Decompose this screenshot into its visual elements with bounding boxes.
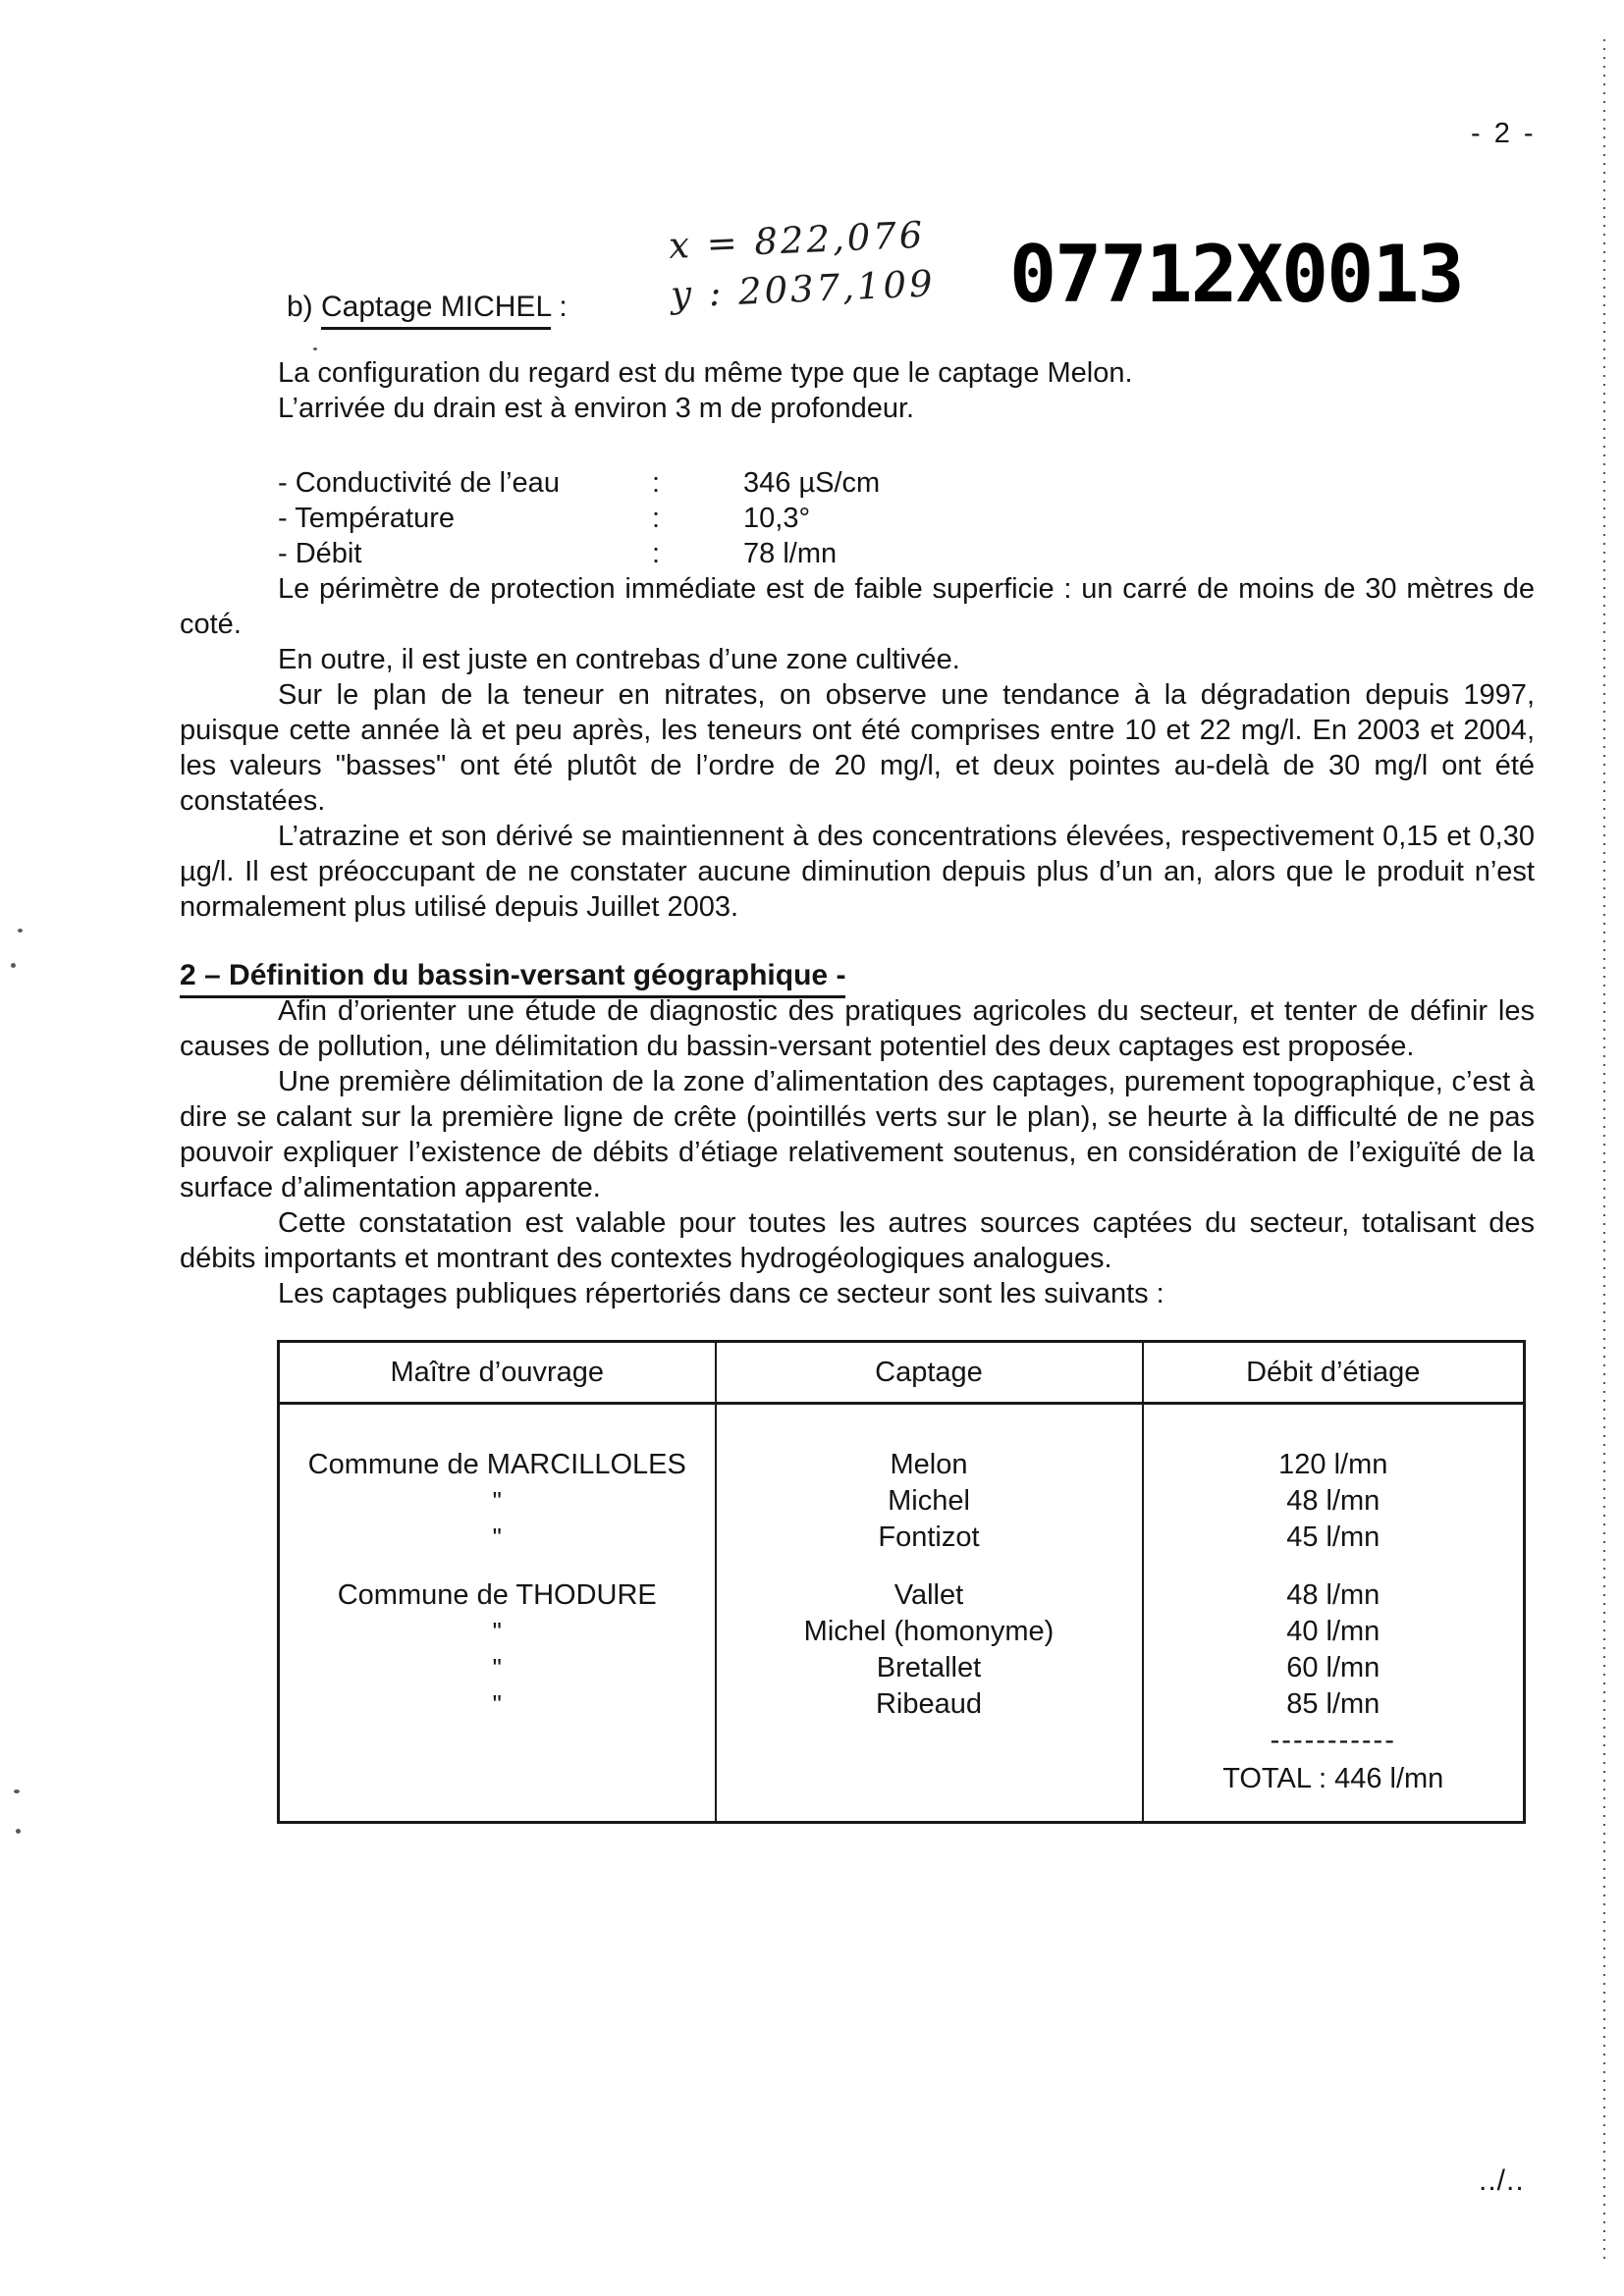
owner-ditto-mark: " [492, 1522, 502, 1552]
debit-cell: 85 l/mn [1143, 1686, 1525, 1723]
scan-edge-dotted-line [1603, 39, 1605, 2263]
scan-artifact [16, 1829, 21, 1834]
section-b-heading [287, 291, 568, 324]
paragraph-nitrates: Sur le plan de la teneur en nitrates, on observe une tendance à la dégradation depuis 1997, puisque cette année là et peu après, les teneurs ont été comprises entre 10 et 22 mg/l. En 2003 et 2004, les valeurs "basses" ont été plutôt de l’ordre de 20 mg/l, et deux pointes au-delà de 30 mg/l ont été constatées. [180, 679, 1535, 817]
measurements-block [278, 465, 1535, 571]
paragraph-table-intro: Les captages publiques répertoriés dans ce secteur sont les suivants : [278, 1278, 1164, 1309]
scan-artifact [18, 929, 23, 933]
table-row [279, 1650, 1525, 1686]
owner-ditto-mark: " [492, 1689, 502, 1719]
measurement-row [278, 536, 1535, 571]
paragraph-configuration: La configuration du regard est du même type que le captage Melon. [278, 357, 1133, 389]
captages-table [277, 1340, 1526, 1824]
measurement-row [278, 465, 1535, 501]
continuation-mark: ../.. [1479, 2164, 1525, 2197]
document-body [180, 355, 1535, 1824]
handwritten-coordinates [668, 210, 937, 320]
measurement-label: - Débit [278, 538, 362, 569]
measurement-label: - Température [278, 503, 455, 534]
paragraph-constatation: Cette constatation est valable pour toutes les autres sources captées du secteur, totalisant des débits importants et montrant des contextes hydrogéologiques analogues. [180, 1207, 1535, 1274]
scan-artifact [11, 963, 16, 968]
table-row [279, 1614, 1525, 1650]
measurement-separator: : [652, 503, 661, 534]
section-2-heading: 2 – Définition du bassin-versant géographique - [180, 958, 1535, 993]
debit-cell: 120 l/mn [1143, 1447, 1525, 1483]
captage-cell: Michel [716, 1483, 1143, 1520]
captage-cell: Fontizot [716, 1520, 1143, 1556]
debit-cell: 48 l/mn [1143, 1483, 1525, 1520]
total-separator-row [279, 1723, 1525, 1758]
table-spacer-row [279, 1799, 1525, 1823]
measurement-value: 78 l/mn [743, 538, 838, 569]
captage-cell: Vallet [716, 1577, 1143, 1614]
measurement-label: - Conductivité de l’eau [278, 467, 560, 499]
debit-cell: 60 l/mn [1143, 1650, 1525, 1686]
table-row [279, 1483, 1525, 1520]
total-value: TOTAL : 446 l/mn [1143, 1758, 1525, 1799]
scan-artifact [14, 1789, 20, 1793]
captage-cell: Melon [716, 1447, 1143, 1483]
paragraph-premiere-delimitation: Une première délimitation de la zone d’alimentation des captages, purement topographique, c’est à dire se calant sur la première ligne de crête (pointillés verts sur le plan), se heurte à la difficulté de ne pas pouvoir expliquer l’existence de débits d’étiage relativement soutenus, en considération de l’exiguïté de la surface d’alimentation apparente. [180, 1066, 1535, 1203]
debit-cell: 48 l/mn [1143, 1577, 1525, 1614]
table-header-maitre-ouvrage: Maître d’ouvrage [279, 1342, 716, 1404]
paragraph-drain: L’arrivée du drain est à environ 3 m de profondeur. [278, 393, 915, 424]
table-row [279, 1577, 1525, 1614]
table-row [279, 1520, 1525, 1556]
measurement-value: 346 µS/cm [743, 467, 881, 499]
stamp-code: 07712X0013 [1009, 229, 1463, 320]
handwritten-y-coordinate: y : 2037,109 [670, 262, 937, 316]
table-row [279, 1447, 1525, 1483]
total-separator-dashes: ----------- [1143, 1723, 1525, 1758]
table-spacer-row [279, 1404, 1525, 1447]
section-b-suffix: : [551, 291, 568, 323]
owner-cell: Commune de MARCILLOLES [307, 1449, 686, 1480]
paragraph-perimetre: Le périmètre de protection immédiate est de faible superficie : un carré de moins de 30 mètres de coté. [180, 573, 1535, 640]
owner-cell: Commune de THODURE [337, 1579, 657, 1611]
paragraph-atrazine: L’atrazine et son dérivé se maintiennent à des concentrations élevées, respectivement 0,15 et 0,30 µg/l. Il est préoccupant de ne constater aucune diminution depuis plus d’un an, alors que le produit n’est normalement plus utilisé depuis Juillet 2003. [180, 821, 1535, 923]
table-header-debit-etiage: Débit d’étiage [1143, 1342, 1525, 1404]
captage-cell: Michel (homonyme) [716, 1614, 1143, 1650]
table-row [279, 1686, 1525, 1723]
measurement-separator: : [652, 538, 661, 569]
debit-cell: 40 l/mn [1143, 1614, 1525, 1650]
scan-artifact [313, 347, 317, 350]
table-header-captage: Captage [716, 1342, 1143, 1404]
captage-cell: Ribeaud [716, 1686, 1143, 1723]
owner-ditto-mark: " [492, 1653, 502, 1682]
page-number: - 2 - [1471, 118, 1537, 149]
paragraph-contrebas: En outre, il est juste en contrebas d’une zone cultivée. [278, 644, 960, 675]
table-header-row [279, 1342, 1525, 1404]
measurement-value: 10,3° [743, 503, 811, 534]
section-b-prefix: b) [287, 291, 322, 323]
owner-ditto-mark: " [492, 1486, 502, 1516]
handwritten-x-coordinate: x = 822,076 [668, 213, 927, 267]
paragraph-afin: Afin d’orienter une étude de diagnostic des pratiques agricoles du secteur, et tenter de définir les causes de pollution, une délimitation du bassin-versant potentiel des deux captages est proposée. [180, 995, 1535, 1062]
measurement-separator: : [652, 467, 661, 499]
measurement-row [278, 501, 1535, 536]
total-row [279, 1758, 1525, 1799]
owner-ditto-mark: " [492, 1617, 502, 1646]
debit-cell: 45 l/mn [1143, 1520, 1525, 1556]
captage-cell: Bretallet [716, 1650, 1143, 1686]
table-spacer-row [279, 1556, 1525, 1577]
section-b-title: Captage MICHEL [321, 291, 551, 330]
